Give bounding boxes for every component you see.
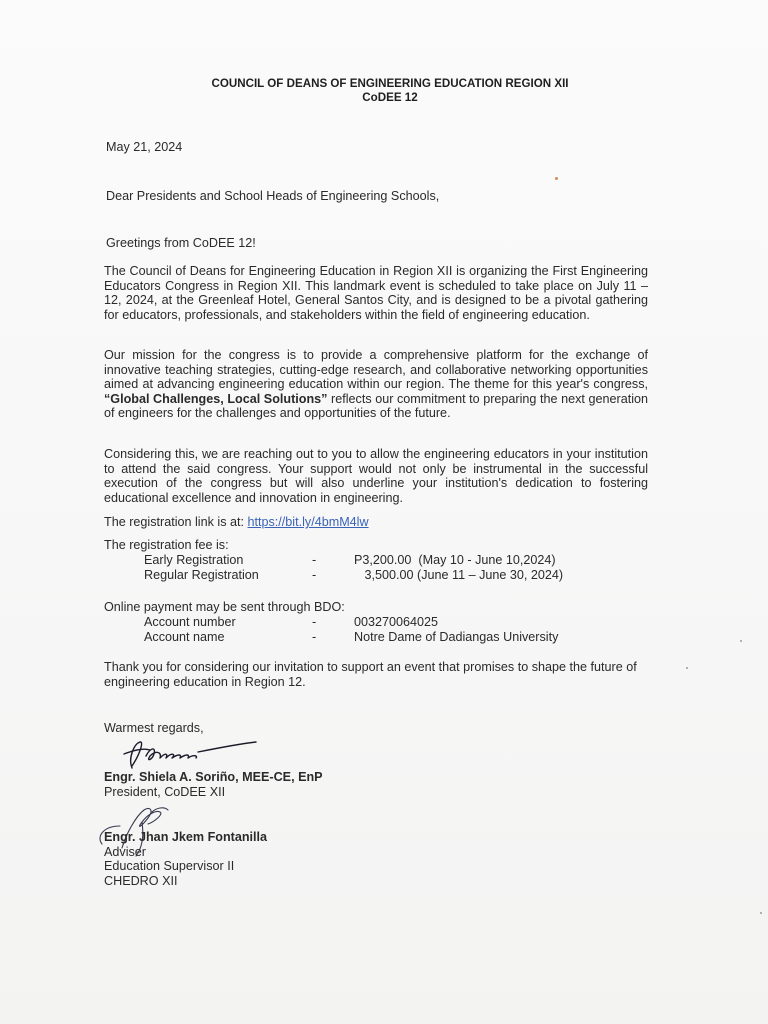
registration-line [104, 515, 648, 530]
fee-row-regular [104, 568, 648, 583]
closing-paragraph: Thank you for considering our invitation to support an event that promises to shape the future of engineering education in Region 12. [104, 660, 637, 689]
letterhead-org: COUNCIL OF DEANS OF ENGINEERING EDUCATION REGION XII [211, 77, 569, 90]
signer-president [104, 770, 648, 799]
payment-value: 003270064025 [354, 614, 439, 629]
greeting: Greetings from CoDEE 12! [106, 236, 256, 250]
signer-adviser-office: CHEDRO XII [104, 873, 178, 888]
payment-dash: - [312, 614, 317, 629]
paper-dot [760, 912, 762, 914]
registration-link[interactable]: https://bit.ly/4bmM4lw [247, 515, 369, 529]
paper-speck [555, 177, 558, 180]
fee-value: P3,200.00 (May 10 - June 10,2024) [354, 552, 556, 567]
fee-row-early [104, 553, 648, 568]
fee-section [104, 538, 648, 583]
paragraph-request: Considering this, we are reaching out to you to allow the engineering educators in your institution to attend the said congress. Your support would not only be instrumental in the successful execution of the congress but will also underline your institution's dedication to fostering educational excellence and innovation in engineering. [104, 447, 648, 505]
congress-theme: “Global Challenges, Local Solutions” [104, 391, 328, 406]
signer-president-title: President, CoDEE XII [104, 784, 226, 799]
payment-row-number [104, 615, 648, 630]
signer-president-name: Engr. Shiela A. Soriño, MEE-CE, EnP [104, 770, 323, 784]
fee-value: 3,500.00 (June 11 – June 30, 2024) [354, 567, 564, 582]
signer-adviser [104, 830, 648, 888]
letterhead-short: CoDEE 12 [362, 91, 418, 104]
fee-label: Regular Registration [144, 567, 259, 582]
registration-lead: The registration link is at: [104, 515, 248, 529]
salutation: Dear Presidents and School Heads of Engineering Schools, [106, 189, 440, 203]
letter-date: May 21, 2024 [106, 140, 183, 154]
fee-dash: - [312, 552, 317, 567]
paper-dot [686, 667, 688, 669]
payment-row-name [104, 630, 648, 645]
paper-dot [740, 640, 742, 642]
fee-dash: - [312, 567, 317, 582]
fee-heading: The registration fee is: [104, 538, 229, 552]
mission-text-after: reflects our commitment to preparing the next generation of engineers for the challenges and opportunities of the future. [104, 391, 648, 421]
payment-value: Notre Dame of Dadiangas University [354, 629, 559, 644]
letterhead [0, 77, 768, 105]
payment-section [104, 600, 648, 645]
signer-adviser-role: Adviser [104, 844, 146, 859]
paragraph-mission [104, 348, 648, 421]
payment-label: Account name [144, 629, 225, 644]
payment-label: Account number [144, 614, 236, 629]
mission-text-before: Our mission for the congress is to provide a comprehensive platform for the exchange of innovative teaching strategies, cutting-edge research, and collaborative networking opportunities aimed at advancing engineering education within our region. The theme for this year's congress, [104, 348, 648, 392]
signer-adviser-name: Engr. Jhan Jkem Fontanilla [104, 830, 268, 844]
payment-dash: - [312, 629, 317, 644]
signer-adviser-position: Education Supervisor II [104, 859, 235, 874]
paragraph-intro: The Council of Deans for Engineering Education in Region XII is organizing the First Engineering Educators Congress in Region XII. This landmark event is scheduled to take place on July 11 – 12, 2024, at the Greenleaf Hotel, General Santos City, and is designed to be a pivotal gathering for educators, professionals, and stakeholders within the field of engineering education. [104, 264, 648, 322]
payment-heading: Online payment may be sent through BDO: [104, 600, 345, 614]
fee-label: Early Registration [144, 552, 244, 567]
regards: Warmest regards, [104, 721, 204, 735]
